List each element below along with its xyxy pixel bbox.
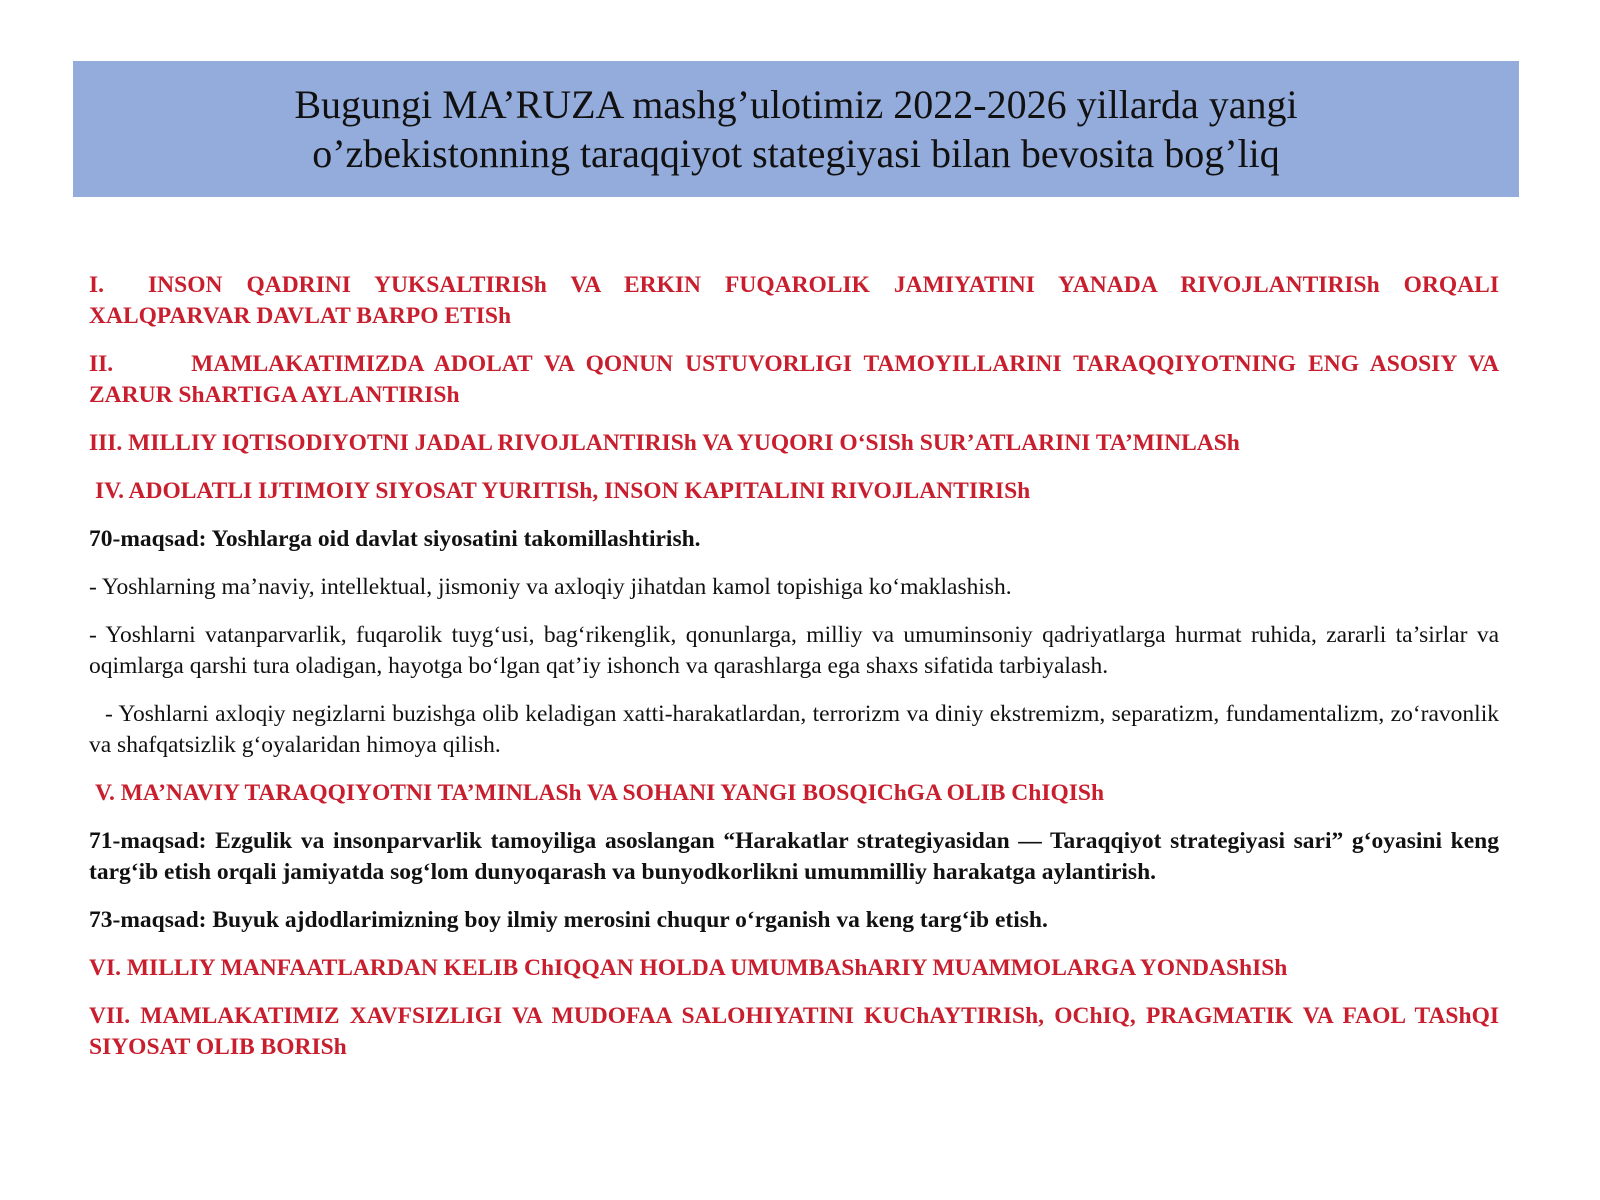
slide-title-line-2: o’zbekistonning taraqqiyot stategiyasi bilan bevosita bog’liq	[312, 131, 1280, 176]
slide-title-banner	[73, 61, 1519, 197]
goal-70-bullet-2: - Yoshlarni vatanparvarlik, fuqarolik tuyg‘usi, bag‘rikenglik, qonunlarga, milliy va umuminsoniy qadriyatlarga hurmat ruhida, zararli ta’sirlar va oqimlarga qarshi tura oladigan, hayotga bo‘lgan qat’iy ishonch va qarashlarga ega shaxs sifatida tarbiyalash.	[89, 622, 1499, 679]
section-heading-2	[89, 349, 1499, 411]
section-heading-6: VI. MILLIY MANFAATLARDAN KELIB ChIQQAN HOLDA UMUMBAShARIY MUAMMOLARGA YONDAShISh	[89, 955, 1288, 981]
section-heading-3: III. MILLIY IQTISODIYOTNI JADAL RIVOJLANTIRISh VA YUQORI O‘SISh SUR’ATLARINI TA’MINLASh	[89, 430, 1240, 456]
goal-71: 71-maqsad: Ezgulik va insonparvarlik tamoyiliga asoslangan “Harakatlar strategiyasidan — Taraqqiyot strategiyasi sari” g‘oyasini keng targ‘ib etish orqali jamiyatda sog‘lom dunyoqarash va bunyodkorlikni umummilliy harakatga aylantirish.	[89, 828, 1499, 885]
goal-70-bullet-3: - Yoshlarni axloqiy negizlarni buzishga olib keladigan xatti-harakatlardan, terrorizm va diniy ekstremizm, separatizm, fundamentalizm, zo‘ravonlik va shafqatsizlik g‘oyalaridan himoya qilish.	[89, 701, 1499, 758]
section-heading-5: V. MA’NAVIY TARAQQIYOTNI TA’MINLASh VA SOHANI YANGI BOSQIChGA OLIB ChIQISh	[95, 780, 1105, 806]
slide-title-line-1: Bugungi MA’RUZA mashg’ulotimiz 2022-2026 yillarda yangi	[294, 82, 1298, 127]
section-number: I.	[89, 272, 105, 298]
section-heading-4: IV. ADOLATLI IJTIMOIY SIYOSAT YURITISh, INSON KAPITALINI RIVOJLANTIRISh	[95, 478, 1031, 504]
section-heading-text: INSON QADRINI YUKSALTIRISh VA ERKIN FUQAROLIK JAMIYATINI YANADA RIVOJLANTIRISh ORQALI XALQPARVAR DAVLAT BARPO ETISh	[89, 272, 1499, 329]
section-heading-7: VII. MAMLAKATIMIZ XAVFSIZLIGI VA MUDOFAA SALOHIYATINI KUChAYTIRISh, OChIQ, PRAGMATIK VA FAOL TAShQI SIYOSAT OLIB BORISh	[89, 1003, 1499, 1060]
goal-70: 70-maqsad: Yoshlarga oid davlat siyosatini takomillashtirish.	[89, 526, 701, 552]
section-heading-text: MAMLAKATIMIZDA ADOLAT VA QONUN USTUVORLIGI TAMOYILLARINI TARAQQIYOTNING ENG ASOSIY VA ZARUR ShARTIGA AYLANTIRISh	[89, 351, 1499, 408]
slide-body	[89, 270, 1499, 1080]
goal-70-bullet-1: - Yoshlarning ma’naviy, intellektual, jismoniy va axloqiy jihatdan kamol topishiga ko‘maklashish.	[89, 574, 1012, 600]
section-heading-1	[89, 270, 1499, 332]
goal-73: 73-maqsad: Buyuk ajdodlarimizning boy ilmiy merosini chuqur o‘rganish va keng targ‘ib etish.	[89, 907, 1048, 933]
section-number: II.	[89, 351, 114, 377]
